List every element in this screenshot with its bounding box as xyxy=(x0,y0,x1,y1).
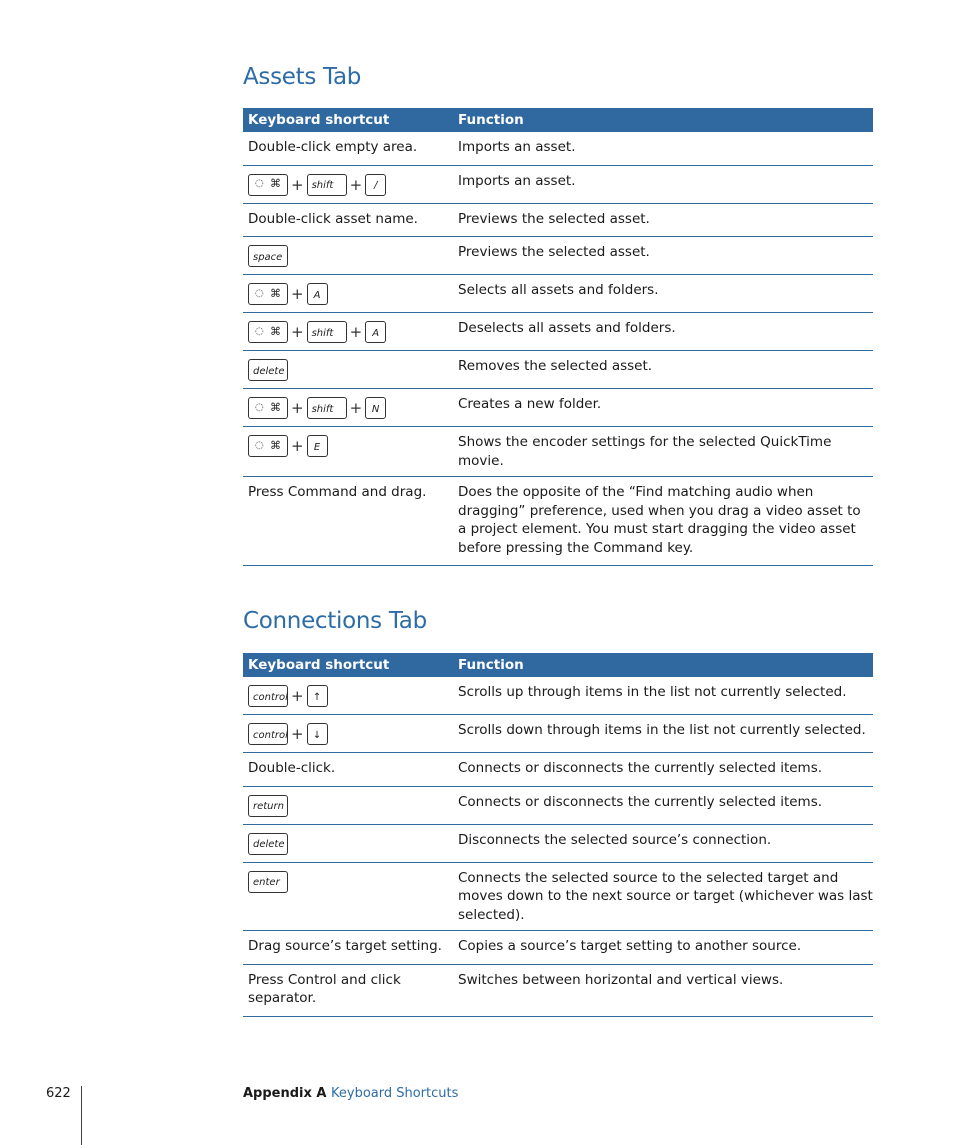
plus-icon: + xyxy=(349,323,363,341)
plus-icon: + xyxy=(349,175,363,194)
section-title: Connections Tab xyxy=(243,608,427,634)
key-combo xyxy=(248,358,453,382)
key-E-label: E xyxy=(307,435,328,457)
function-text: Does the opposite of the “Find matching audio when dragging” preference, used when you drag a video asset to a project element. You must start dragging the video asset before pressing the Command key. xyxy=(453,477,873,566)
key-delete-label: delete xyxy=(248,359,288,381)
apple-icon: ◌ xyxy=(255,401,264,413)
function-text: Previews the selected asset. xyxy=(453,203,873,237)
function-text: Connects or disconnects the currently selected items. xyxy=(453,753,873,787)
function-text: Selects all assets and folders. xyxy=(453,275,873,313)
shortcut-keys xyxy=(243,313,453,351)
plus-icon: + xyxy=(291,687,304,705)
function-text: Previews the selected asset. xyxy=(453,237,873,275)
function-text: Connects the selected source to the selected target and moves down to the next source or target (whichever was last selected). xyxy=(453,862,873,931)
shortcut-keys xyxy=(243,275,453,313)
key--label: ↓ xyxy=(307,723,328,745)
key-shift-label: shift xyxy=(307,397,347,419)
command-icon: ⌘ xyxy=(270,286,281,300)
shortcut-keys xyxy=(243,824,453,862)
shortcut-table xyxy=(243,108,873,566)
shortcut-keys xyxy=(243,351,453,389)
table-row xyxy=(243,132,873,165)
plus-icon: + xyxy=(291,399,304,417)
shortcut-text: Double-click. xyxy=(243,753,453,787)
column-header: Keyboard shortcut xyxy=(243,653,453,677)
key-delete-label: delete xyxy=(248,833,288,855)
command-key xyxy=(248,435,288,457)
shortcut-keys xyxy=(243,786,453,824)
table-row xyxy=(243,824,873,862)
plus-icon: + xyxy=(291,725,304,743)
key-return-label: return xyxy=(248,795,288,817)
function-text: Scrolls down through items in the list not currently selected. xyxy=(453,715,873,753)
command-key xyxy=(248,397,288,419)
plus-icon: + xyxy=(291,323,304,341)
shortcut-keys xyxy=(243,389,453,427)
key-shift-label: shift xyxy=(307,321,347,343)
key-A-label: A xyxy=(365,321,386,343)
connections-section xyxy=(243,604,873,1017)
shortcut-text: Double-click asset name. xyxy=(243,203,453,237)
key-space-label: space xyxy=(248,245,288,267)
key-combo xyxy=(248,794,453,818)
table-row xyxy=(243,677,873,715)
page-footer xyxy=(0,1086,954,1116)
key-enter-label: enter xyxy=(248,871,288,893)
table-row xyxy=(243,964,873,1016)
apple-icon: ◌ xyxy=(255,439,264,451)
column-header: Function xyxy=(453,108,873,132)
table-row xyxy=(243,715,873,753)
plus-icon: + xyxy=(291,175,304,194)
command-icon: ⌘ xyxy=(270,400,281,414)
shortcut-keys xyxy=(243,715,453,753)
key-combo xyxy=(248,244,453,268)
key-combo xyxy=(248,870,453,894)
function-text: Removes the selected asset. xyxy=(453,351,873,389)
key-combo xyxy=(248,320,453,344)
table-row xyxy=(243,786,873,824)
section-title: Assets Tab xyxy=(243,64,362,90)
table-row xyxy=(243,427,873,477)
shortcut-keys xyxy=(243,427,453,477)
table-row xyxy=(243,203,873,237)
key-combo xyxy=(248,722,453,746)
function-text: Deselects all assets and folders. xyxy=(453,313,873,351)
plus-icon: + xyxy=(291,437,304,455)
function-text: Scrolls up through items in the list not currently selected. xyxy=(453,677,873,715)
function-text: Connects or disconnects the currently selected items. xyxy=(453,786,873,824)
shortcut-text: Press Control and click separator. xyxy=(243,964,453,1016)
key-A-label: A xyxy=(307,283,328,305)
table-row xyxy=(243,237,873,275)
appendix-label: Appendix A xyxy=(243,1086,327,1101)
function-text: Copies a source’s target setting to another source. xyxy=(453,931,873,965)
table-row xyxy=(243,275,873,313)
command-icon: ⌘ xyxy=(270,438,281,452)
page-number: 622 xyxy=(46,1086,71,1101)
key-combo xyxy=(248,832,453,856)
shortcut-table xyxy=(243,653,873,1017)
shortcut-keys xyxy=(243,862,453,931)
key-control-label: control xyxy=(248,723,288,745)
function-text: Imports an asset. xyxy=(453,165,873,203)
shortcut-keys xyxy=(243,677,453,715)
table-row xyxy=(243,753,873,787)
key-combo xyxy=(248,684,453,708)
command-icon: ⌘ xyxy=(270,324,281,338)
key-combo xyxy=(248,282,453,306)
shortcut-text: Press Command and drag. xyxy=(243,477,453,566)
key-control-label: control xyxy=(248,685,288,707)
key--label: ↑ xyxy=(307,685,328,707)
plus-icon: + xyxy=(349,399,363,417)
apple-icon: ◌ xyxy=(255,287,264,299)
shortcut-text: Double-click empty area. xyxy=(243,132,453,165)
table-row xyxy=(243,931,873,965)
function-text: Imports an asset. xyxy=(453,132,873,165)
table-row xyxy=(243,313,873,351)
function-text: Shows the encoder settings for the selected QuickTime movie. xyxy=(453,427,873,477)
shortcut-keys xyxy=(243,165,453,203)
key-N-label: N xyxy=(365,397,386,419)
command-key xyxy=(248,283,288,305)
key-combo xyxy=(248,396,453,420)
assets-section xyxy=(243,60,873,566)
table-row xyxy=(243,389,873,427)
command-key xyxy=(248,174,288,196)
apple-icon: ◌ xyxy=(255,325,264,337)
table-row xyxy=(243,165,873,203)
apple-icon: ◌ xyxy=(255,178,264,190)
key--label: / xyxy=(365,174,386,196)
shortcut-text: Drag source’s target setting. xyxy=(243,931,453,965)
plus-icon: + xyxy=(291,285,304,303)
table-row xyxy=(243,477,873,566)
key-combo xyxy=(248,434,453,458)
table-row xyxy=(243,351,873,389)
command-key xyxy=(248,321,288,343)
function-text: Disconnects the selected source’s connection. xyxy=(453,824,873,862)
column-header: Function xyxy=(453,653,873,677)
chapter-link[interactable]: Keyboard Shortcuts xyxy=(331,1086,459,1101)
table-row xyxy=(243,862,873,931)
column-header: Keyboard shortcut xyxy=(243,108,453,132)
key-shift-label: shift xyxy=(307,174,347,196)
function-text: Creates a new folder. xyxy=(453,389,873,427)
key-combo xyxy=(248,173,453,197)
function-text: Switches between horizontal and vertical views. xyxy=(453,964,873,1016)
shortcut-keys xyxy=(243,237,453,275)
command-icon: ⌘ xyxy=(270,177,281,191)
